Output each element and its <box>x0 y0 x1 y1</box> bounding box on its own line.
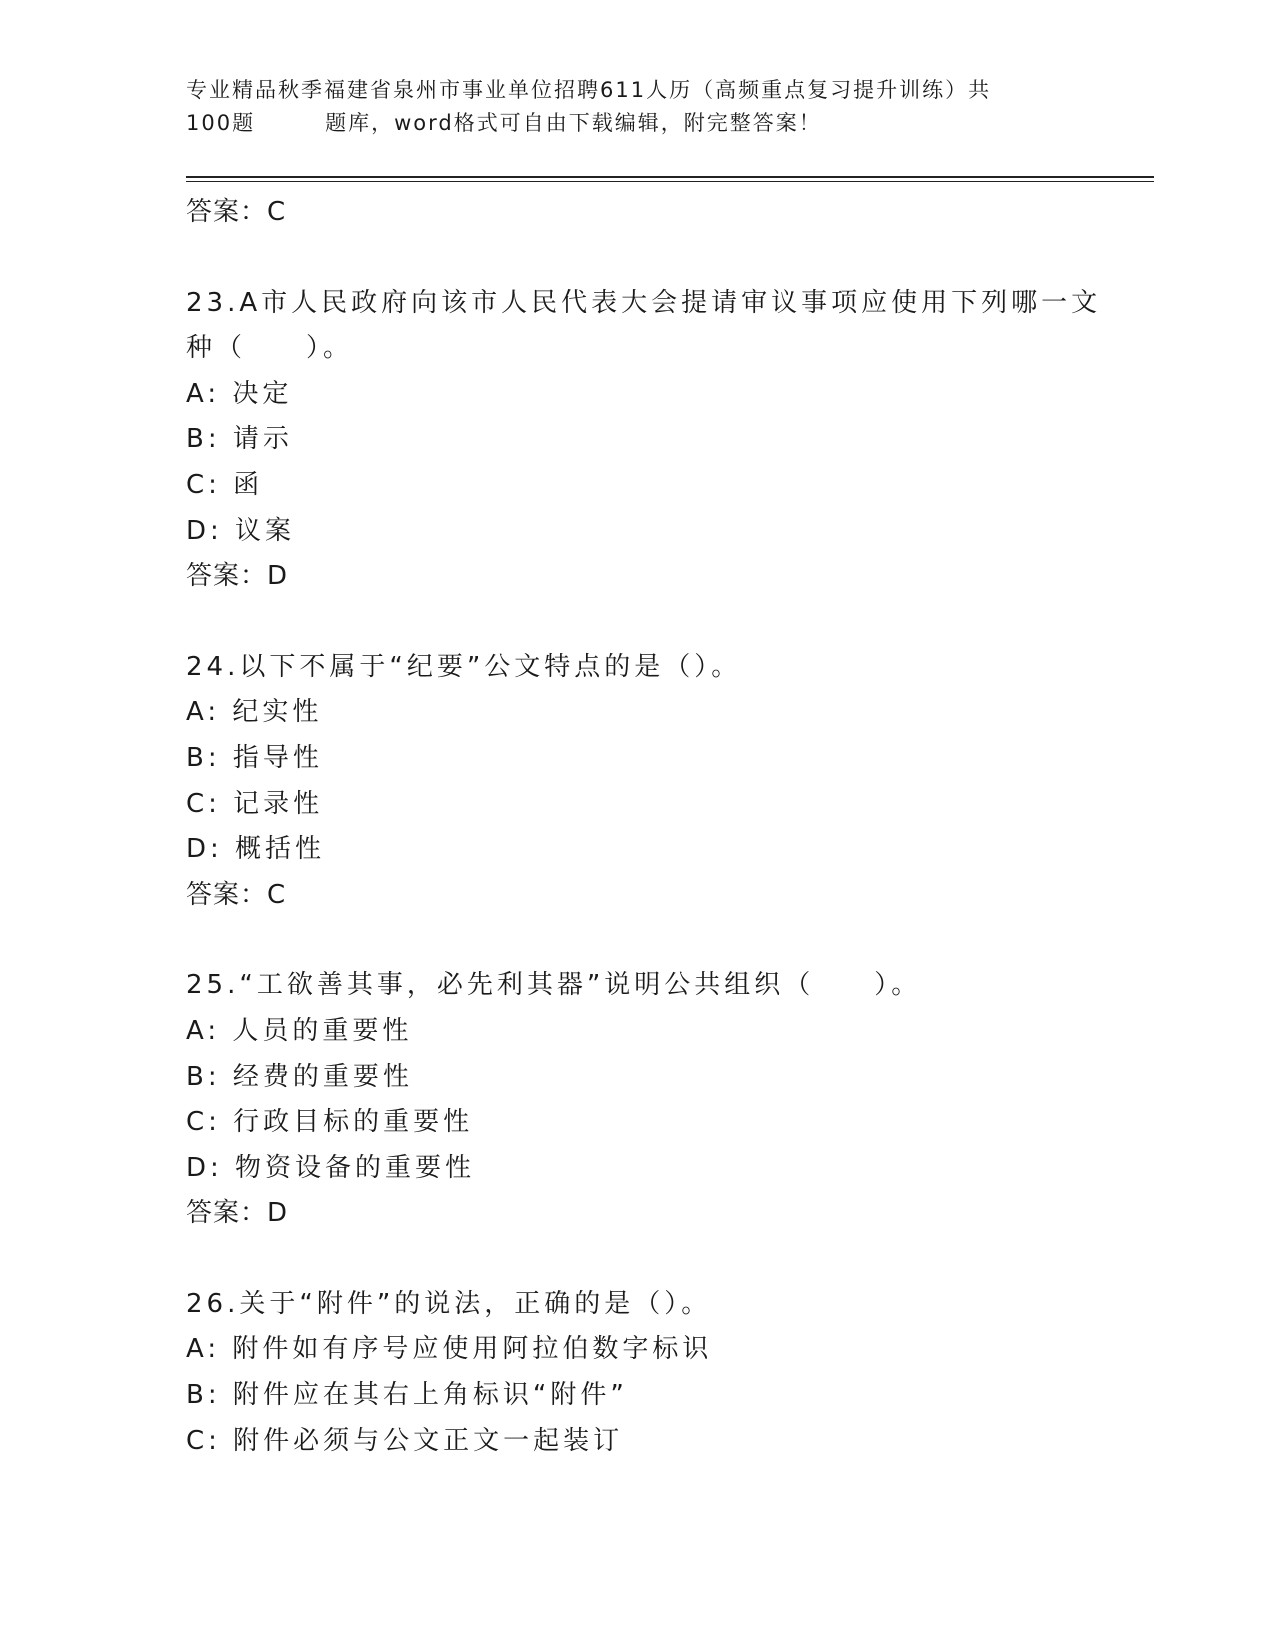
header-title-line-1: 专业精品秋季福建省泉州市事业单位招聘611人历（高频重点复习提升训练）共 <box>186 78 992 102</box>
question-24 <box>186 645 1106 919</box>
previous-answer: 答案：C <box>186 197 287 227</box>
option-d: D: 概括性 <box>186 834 326 865</box>
option-b: B: 指导性 <box>186 742 323 773</box>
header-title-line-2 <box>186 107 1086 140</box>
option-c: C: 附件必须与公文正文一起装订 <box>186 1425 624 1456</box>
header-question-count: 100题 <box>186 111 256 135</box>
question-stem-continued: 种（ ）。 <box>186 333 354 364</box>
option-a: A: 纪实性 <box>186 697 323 728</box>
option-c: C: 记录性 <box>186 788 324 819</box>
question-stem: 24.以下不属于“纪要”公文特点的是（）。 <box>186 651 742 682</box>
question-26 <box>186 1282 1106 1464</box>
answer: 答案：D <box>186 561 289 592</box>
option-d: D: 议案 <box>186 515 296 546</box>
option-b: B: 经费的重要性 <box>186 1061 413 1092</box>
header-description: 题库，word格式可自由下载编辑，附完整答案！ <box>325 111 822 135</box>
option-d: D: 物资设备的重要性 <box>186 1152 476 1183</box>
option-c: C: 行政目标的重要性 <box>186 1107 474 1138</box>
option-c: C: 函 <box>186 469 264 500</box>
question-stem: 23.A市人民政府向该市人民代表大会提请审议事项应使用下列哪一文 <box>186 287 1102 318</box>
document-header <box>186 74 1086 140</box>
question-25 <box>186 963 1106 1237</box>
answer: 答案：C <box>186 879 287 910</box>
answer: 答案：D <box>186 1198 289 1229</box>
header-divider-thick <box>186 176 1154 178</box>
header-divider-thin <box>186 181 1154 182</box>
option-b: B: 请示 <box>186 424 293 455</box>
option-b: B: 附件应在其右上角标识“附件” <box>186 1380 628 1411</box>
question-23 <box>186 281 1106 600</box>
question-stem: 26.关于“附件”的说法，正确的是（）。 <box>186 1288 712 1319</box>
option-a: A: 附件如有序号应使用阿拉伯数字标识 <box>186 1334 713 1365</box>
option-a: A: 人员的重要性 <box>186 1015 413 1046</box>
document-body <box>186 190 1106 1509</box>
option-a: A: 决定 <box>186 378 293 409</box>
question-stem: 25.“工欲善其事，必先利其器”说明公共组织（ ）。 <box>186 970 922 1001</box>
